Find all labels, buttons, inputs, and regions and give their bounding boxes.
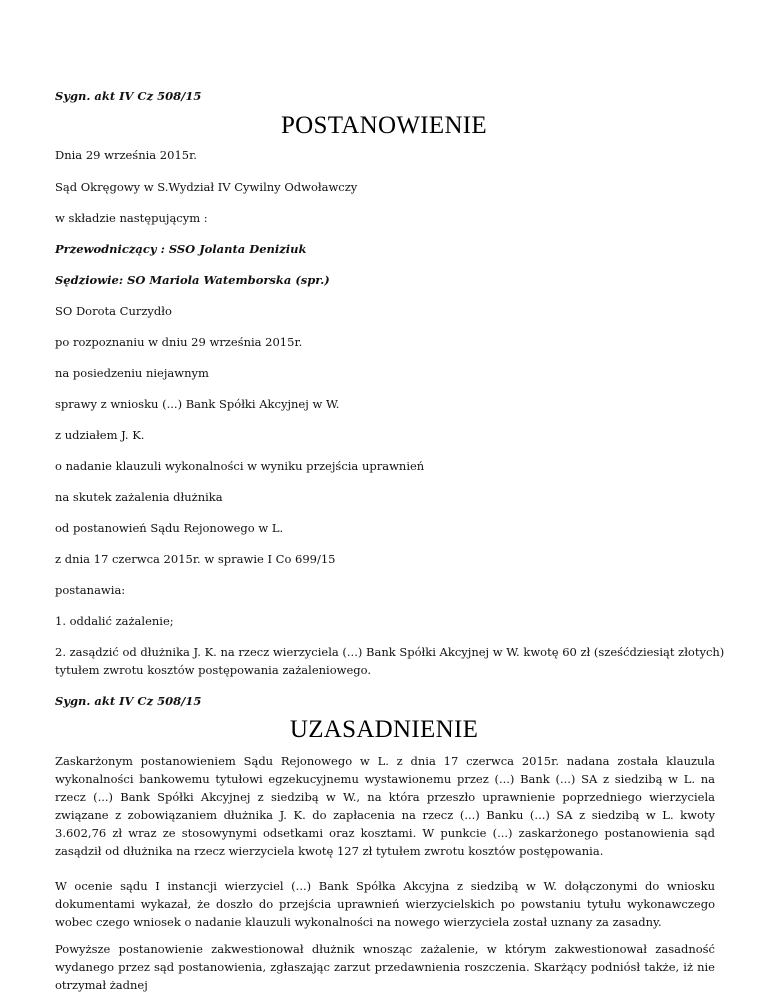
judges: Sędziowie: SO Mariola Watemborska (spr.) [55, 273, 330, 287]
lower-court-date: z dnia 17 czerwca 2015r. w sprawie I Co 699/15 [55, 552, 336, 566]
presiding-judge: Przewodniczący : SSO Jolanta Deniziuk [55, 242, 307, 256]
justification-title: UZASADNIENIE [289, 716, 479, 743]
complaint: na skutek zażalenia dłużnika [55, 490, 223, 504]
paragraph-2: W ocenie sądu I instancji wierzyciel (...) Bank Spółka Akcyjna z siedzibą w W. dołączonymi do wniosku dokumentami wykazał, że doszło do przejścia uprawnień wierzycielskich po powstaniu tytułu wykonawczego wobec czego wniosek o nadanie klauzuli wykonalności na nowego wierzyciela został uznany za zasadny. [55, 879, 715, 929]
court-name: Sąd Okręgowy w S.Wydział IV Cywilny Odwoławczy [55, 180, 358, 194]
ruling-item-2-cont: tytułem zwrotu kosztów postępowania zażaleniowego. [55, 663, 372, 677]
composition-label: w składzie następującym : [55, 211, 208, 225]
decision-date: Dnia 29 września 2015r. [55, 148, 197, 162]
decision-title: POSTANOWIENIE [280, 112, 488, 139]
case-reference-2: Sygn. akt IV Cz 508/15 [55, 694, 202, 708]
session-type: na posiedzeniu niejawnym [55, 366, 209, 380]
hearing-date: po rozpoznaniu w dniu 29 września 2015r. [55, 335, 303, 349]
participant: z udziałem J. K. [55, 428, 145, 442]
case-applicant: sprawy z wniosku (...) Bank Spółki Akcyjnej w W. [55, 397, 340, 411]
judge-second: SO Dorota Curzydło [55, 304, 172, 318]
ruling-item-1: 1. oddalić zażalenie; [55, 614, 174, 628]
resolves-label: postanawia: [55, 583, 126, 597]
case-reference: Sygn. akt IV Cz 508/15 [55, 89, 202, 103]
paragraph-1: Zaskarżonym postanowieniem Sądu Rejonowego w L. z dnia 17 czerwca 2015r. nadana została klauzula wykonalności bankowemu tytułowi egzekucyjnemu wystawionemu przez (...) Bank (...) SA z siedzibą w L. na rzecz (...) Bank Spółki Akcyjnej z siedzibą w W., na która przeszło uprawnienie poprzedniego wierzyciela związane z zobowiązaniem dłużnika J. K. do zapłacenia na rzecz (...) Banku (...) SA z siedzibą w L. kwoty 3.602,76 zł wraz ze stosowynymi odsetkami oraz kosztami. W punkcie (...) zaskarżonego postanowienia sąd zasądził od dłużnika na rzecz wierzyciela kwotę 127 zł tytułem zwrotu kosztów postępowania. [55, 754, 715, 858]
case-subject: o nadanie klauzuli wykonalności w wyniku przejścia uprawnień [55, 459, 425, 473]
lower-court: od postanowień Sądu Rejonowego w L. [55, 521, 284, 535]
ruling-item-2: 2. zasądzić od dłużnika J. K. na rzecz wierzyciela (...) Bank Spółki Akcyjnej w W. kwotę 60 zł (sześćdziesiąt złotych) [55, 645, 725, 659]
paragraph-3: Powyższe postanowienie zakwestionował dłużnik wnosząc zażalenie, w którym zakwestionował zasadność wydanego przez sąd postanowienia, zgłaszając zarzut przedawnienia roszczenia. Skarżący podniósł także, iż nie otrzymał żadnej [55, 942, 715, 992]
